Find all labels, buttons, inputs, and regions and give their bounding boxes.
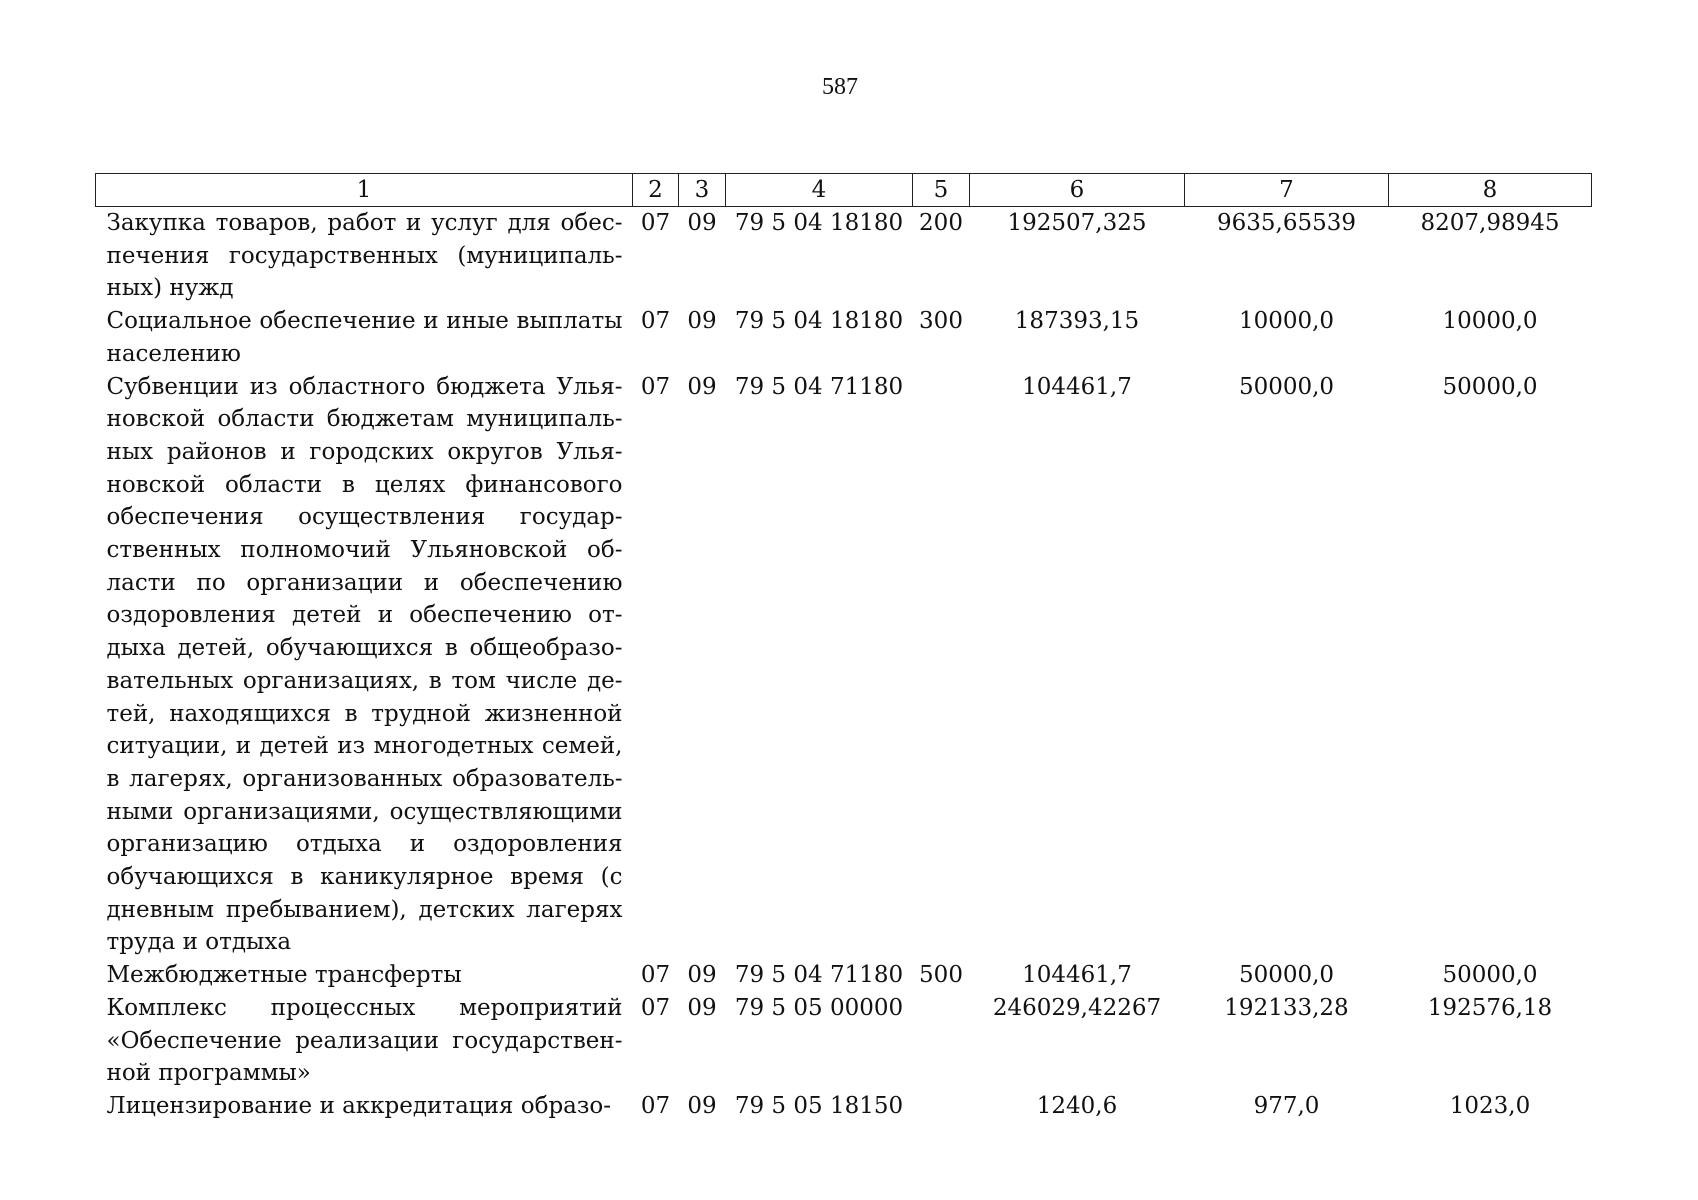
row-name: Социальное обеспечение и иные выплаты населению xyxy=(106,308,623,367)
row-expense-type: 500 xyxy=(919,962,963,989)
table-header xyxy=(96,174,1592,207)
row-section: 07 xyxy=(640,994,671,1021)
row-target-code: 79 5 05 18150 xyxy=(734,1092,904,1119)
header-col-2: 2 xyxy=(633,174,679,207)
header-col-3: 3 xyxy=(679,174,726,207)
row-amount-col6: 192507,325 xyxy=(1007,210,1147,236)
table-row xyxy=(96,1090,1592,1123)
table-row xyxy=(96,207,1592,306)
header-col-1: 1 xyxy=(96,174,633,207)
row-amount-col6: 104461,7 xyxy=(1022,373,1132,400)
row-subsection: 09 xyxy=(687,962,717,989)
row-amount-col7: 9635,65539 xyxy=(1216,210,1356,236)
header-col-8: 8 xyxy=(1389,174,1592,207)
header-row xyxy=(96,174,1592,207)
row-target-code: 79 5 04 18180 xyxy=(734,210,904,236)
row-subsection: 09 xyxy=(687,994,717,1021)
row-section: 07 xyxy=(640,308,671,335)
row-target-code: 79 5 05 00000 xyxy=(734,994,904,1021)
row-section: 07 xyxy=(640,1092,671,1119)
header-col-7: 7 xyxy=(1185,174,1389,207)
row-amount-col6: 1240,6 xyxy=(1036,1092,1118,1119)
row-name: Лицензирование и аккредитация образо- xyxy=(106,1092,612,1119)
table-row xyxy=(96,371,1592,960)
row-target-code: 79 5 04 18180 xyxy=(734,308,904,335)
header-col-5: 5 xyxy=(913,174,970,207)
budget-table xyxy=(95,173,1592,1123)
row-section: 07 xyxy=(640,962,671,989)
row-name: Межбюджетные трансферты xyxy=(106,962,462,989)
row-amount-col7: 50000,0 xyxy=(1238,962,1335,989)
page-number: 587 xyxy=(822,74,858,100)
row-amount-col6: 104461,7 xyxy=(1022,962,1132,989)
row-amount-col8: 8207,98945 xyxy=(1420,210,1560,236)
row-target-code: 79 5 04 71180 xyxy=(734,373,904,400)
row-amount-col7: 977,0 xyxy=(1253,1092,1320,1119)
row-subsection: 09 xyxy=(687,373,717,400)
row-expense-type xyxy=(913,371,970,960)
row-amount-col8: 50000,0 xyxy=(1442,962,1538,989)
table-row xyxy=(96,992,1592,1090)
row-amount-col6: 246029,42267 xyxy=(992,994,1162,1021)
row-expense-type: 300 xyxy=(919,308,963,335)
row-target-code: 79 5 04 71180 xyxy=(734,962,904,989)
row-name: Закупка товаров, работ и услуг для обеспечения государственных (муниципальных) нужд xyxy=(106,210,623,302)
header-col-6: 6 xyxy=(970,174,1185,207)
row-name: Комплекс процессных мероприятий «Обеспечение реализации государственной программы» xyxy=(106,994,623,1087)
row-amount-col7: 192133,28 xyxy=(1224,994,1349,1021)
table-row xyxy=(96,305,1592,370)
table-body xyxy=(96,207,1592,1123)
row-amount-col6: 187393,15 xyxy=(1014,308,1140,335)
row-amount-col8: 192576,18 xyxy=(1427,994,1553,1021)
header-col-4: 4 xyxy=(726,174,913,207)
row-section: 07 xyxy=(640,373,671,400)
row-subsection: 09 xyxy=(687,308,717,335)
budget-table-container xyxy=(95,173,1591,1123)
row-amount-col7: 50000,0 xyxy=(1238,373,1335,400)
table-row xyxy=(96,959,1592,992)
row-subsection: 09 xyxy=(687,210,717,236)
row-amount-col8: 10000,0 xyxy=(1442,308,1538,335)
row-subsection: 09 xyxy=(687,1092,717,1119)
row-name: Субвенции из областного бюджета Ульяновской области бюджетам муниципальных районов и городских округов Ульяновской области в целях финансового обеспечения осуществления государственных полномочий Ульяновской области по организации и обеспечению оздоровления детей и обеспечению отдыха детей, обучающихся в общеобразовательных организациях, в том числе детей, находящихся в трудной жизненной ситуации, и детей из многодетных семей, в лагерях, организованных образовательными организациями, осуществляющими организацию отдыха и оздоровления обучающихся в каникулярное время (с дневным пребыванием), детских лагерях труда и отдыха xyxy=(106,373,623,956)
row-amount-col8: 1023,0 xyxy=(1449,1092,1531,1119)
row-expense-type xyxy=(913,1090,970,1123)
row-amount-col7: 10000,0 xyxy=(1238,308,1335,335)
row-section: 07 xyxy=(640,210,671,236)
row-expense-type: 200 xyxy=(919,210,963,236)
row-expense-type xyxy=(913,992,970,1090)
row-amount-col8: 50000,0 xyxy=(1442,373,1538,400)
